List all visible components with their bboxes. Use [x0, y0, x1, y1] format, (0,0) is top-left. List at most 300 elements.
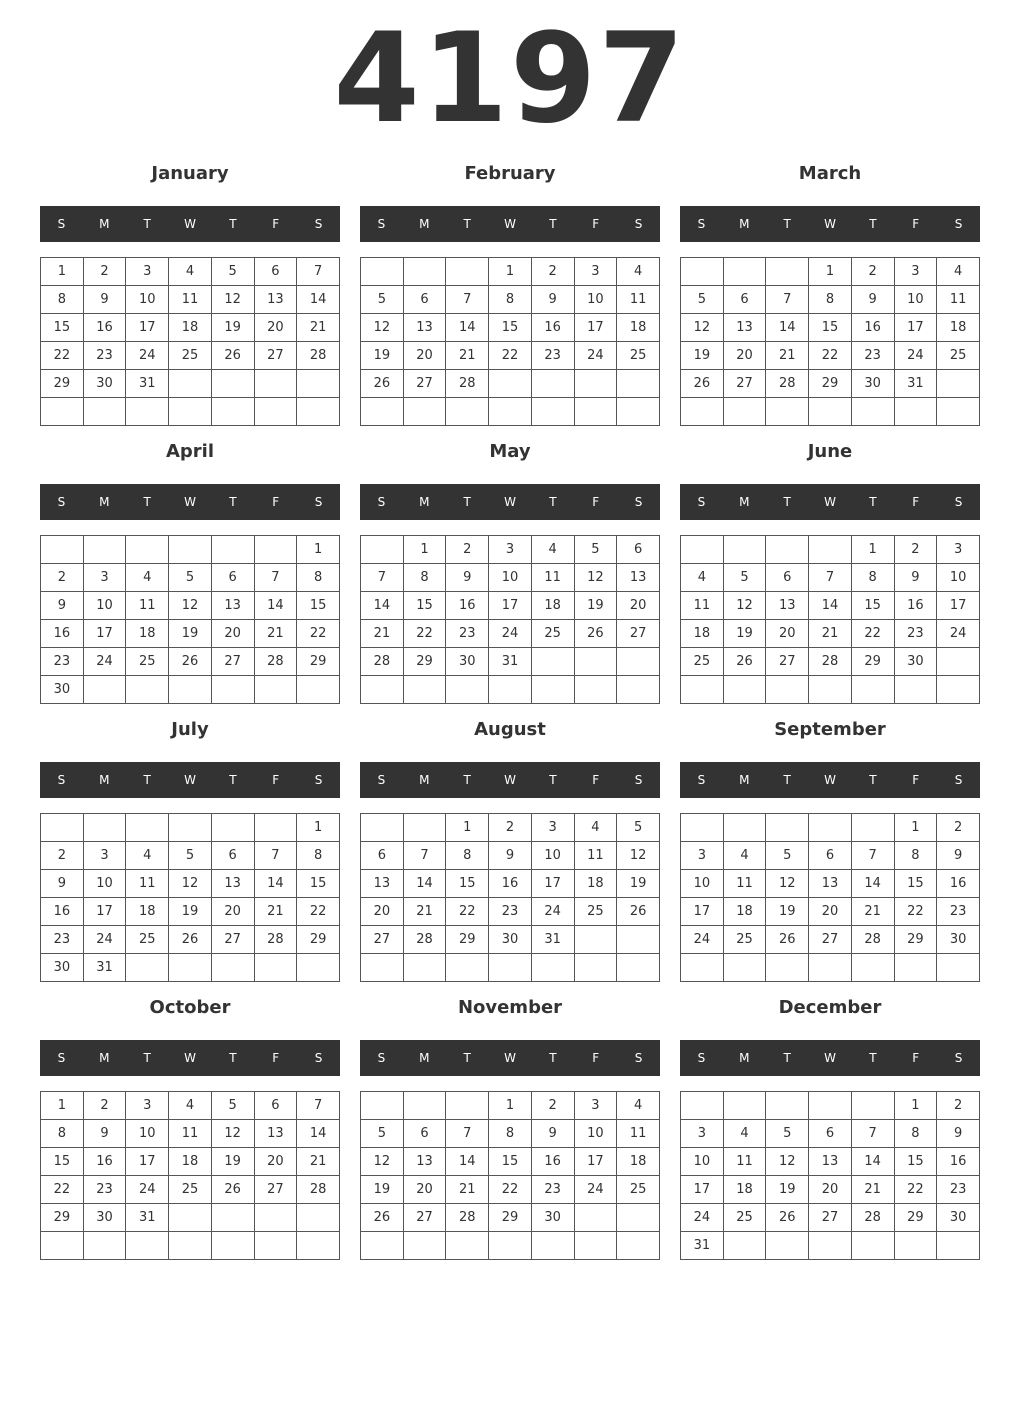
empty-cell	[681, 814, 724, 842]
weekday-label: T	[549, 495, 557, 509]
day-cell: 18	[169, 314, 212, 342]
empty-cell	[446, 398, 489, 426]
day-cell: 7	[446, 286, 489, 314]
empty-cell	[617, 370, 660, 398]
day-cell: 29	[894, 1204, 937, 1232]
day-cell: 24	[681, 926, 724, 954]
day-cell: 7	[766, 286, 809, 314]
weekday-label: S	[377, 495, 386, 509]
day-cell: 13	[809, 1148, 852, 1176]
empty-cell	[126, 536, 169, 564]
day-cell: 8	[41, 286, 84, 314]
day-cell: 23	[531, 342, 574, 370]
day-cell: 25	[574, 898, 617, 926]
day-cell: 3	[937, 536, 980, 564]
day-cell: 23	[41, 926, 84, 954]
day-cell: 15	[41, 1148, 84, 1176]
day-cell: 11	[723, 1148, 766, 1176]
month-name: April	[165, 441, 215, 462]
day-cell: 19	[361, 1176, 404, 1204]
day-cell: 11	[169, 286, 212, 314]
weekday-label: S	[954, 217, 963, 231]
empty-cell	[254, 676, 297, 704]
day-cell: 30	[937, 1204, 980, 1232]
day-cell: 27	[211, 926, 254, 954]
day-cell: 29	[809, 370, 852, 398]
empty-cell	[723, 676, 766, 704]
week-row	[41, 1176, 340, 1204]
empty-cell	[169, 398, 212, 426]
week-row	[681, 564, 980, 592]
empty-cell	[681, 1092, 724, 1120]
day-grid	[680, 535, 980, 704]
day-cell: 6	[809, 842, 852, 870]
weekday-label: W	[824, 217, 836, 231]
day-cell: 1	[41, 1092, 84, 1120]
day-cell: 24	[83, 926, 126, 954]
day-cell: 22	[41, 342, 84, 370]
empty-cell	[531, 954, 574, 982]
day-cell: 15	[297, 870, 340, 898]
day-cell: 26	[211, 1176, 254, 1204]
empty-cell	[681, 954, 724, 982]
day-cell: 6	[809, 1120, 852, 1148]
empty-cell	[723, 258, 766, 286]
empty-cell	[937, 954, 980, 982]
weekday-label: T	[463, 217, 471, 231]
day-cell: 17	[126, 1148, 169, 1176]
day-cell: 21	[361, 620, 404, 648]
empty-cell	[211, 536, 254, 564]
day-cell: 7	[809, 564, 852, 592]
day-cell: 8	[41, 1120, 84, 1148]
weekday-header	[360, 206, 660, 242]
day-cell: 16	[489, 870, 532, 898]
week-row	[681, 536, 980, 564]
empty-cell	[169, 954, 212, 982]
day-cell: 15	[894, 1148, 937, 1176]
empty-cell	[531, 370, 574, 398]
week-row	[681, 926, 980, 954]
weekday-label: M	[419, 217, 430, 231]
empty-cell	[531, 1232, 574, 1260]
weekday-label: T	[143, 495, 151, 509]
empty-cell	[937, 1232, 980, 1260]
day-cell: 23	[851, 342, 894, 370]
day-cell: 5	[361, 1120, 404, 1148]
day-cell: 2	[937, 814, 980, 842]
day-cell: 25	[723, 926, 766, 954]
day-cell: 1	[297, 536, 340, 564]
day-cell: 21	[446, 1176, 489, 1204]
empty-cell	[894, 1232, 937, 1260]
day-grid	[40, 535, 340, 704]
month-name: March	[798, 163, 862, 184]
day-cell: 27	[617, 620, 660, 648]
day-cell: 16	[83, 1148, 126, 1176]
day-cell: 15	[297, 592, 340, 620]
day-cell: 28	[766, 370, 809, 398]
day-cell: 23	[446, 620, 489, 648]
day-cell: 1	[894, 1092, 937, 1120]
day-cell: 20	[723, 342, 766, 370]
empty-cell	[403, 1092, 446, 1120]
day-cell: 4	[617, 1092, 660, 1120]
day-cell: 3	[489, 536, 532, 564]
week-row	[41, 620, 340, 648]
day-cell: 21	[851, 1176, 894, 1204]
week-row	[361, 898, 660, 926]
weekday-label: F	[912, 495, 920, 509]
weekday-label: T	[783, 773, 791, 787]
day-cell: 9	[937, 842, 980, 870]
day-cell: 3	[574, 1092, 617, 1120]
day-cell: 17	[937, 592, 980, 620]
week-row	[41, 870, 340, 898]
empty-cell	[211, 676, 254, 704]
day-cell: 23	[894, 620, 937, 648]
day-cell: 4	[169, 258, 212, 286]
day-grid	[360, 535, 660, 704]
day-cell: 28	[851, 926, 894, 954]
day-cell: 14	[403, 870, 446, 898]
empty-cell	[531, 676, 574, 704]
day-cell: 29	[41, 1204, 84, 1232]
day-cell: 4	[126, 564, 169, 592]
day-cell: 26	[574, 620, 617, 648]
day-cell: 4	[574, 814, 617, 842]
day-cell: 20	[211, 898, 254, 926]
day-grid	[360, 1091, 660, 1260]
empty-cell	[723, 814, 766, 842]
week-row	[681, 1120, 980, 1148]
weekday-header	[40, 484, 340, 520]
day-cell: 18	[723, 1176, 766, 1204]
week-row	[361, 676, 660, 704]
day-cell: 21	[254, 898, 297, 926]
day-cell: 27	[403, 1204, 446, 1232]
month-name: October	[149, 997, 231, 1018]
empty-cell	[617, 648, 660, 676]
empty-cell	[489, 676, 532, 704]
day-cell: 31	[126, 1204, 169, 1232]
day-cell: 13	[254, 286, 297, 314]
day-cell: 11	[169, 1120, 212, 1148]
day-cell: 14	[297, 286, 340, 314]
empty-cell	[254, 1204, 297, 1232]
day-cell: 27	[809, 926, 852, 954]
day-cell: 17	[126, 314, 169, 342]
day-cell: 30	[937, 926, 980, 954]
week-row	[41, 258, 340, 286]
day-cell: 18	[617, 1148, 660, 1176]
weekday-label: T	[549, 1051, 557, 1065]
empty-cell	[766, 258, 809, 286]
day-cell: 23	[83, 342, 126, 370]
day-cell: 7	[297, 1092, 340, 1120]
week-row	[681, 314, 980, 342]
day-cell: 8	[297, 564, 340, 592]
day-cell: 30	[41, 676, 84, 704]
day-cell: 4	[126, 842, 169, 870]
week-row	[681, 870, 980, 898]
day-cell: 18	[937, 314, 980, 342]
day-cell: 2	[489, 814, 532, 842]
day-cell: 10	[83, 592, 126, 620]
empty-cell	[297, 370, 340, 398]
day-cell: 25	[126, 648, 169, 676]
weekday-label: M	[739, 773, 750, 787]
week-row	[361, 814, 660, 842]
empty-cell	[937, 370, 980, 398]
day-cell: 5	[361, 286, 404, 314]
empty-cell	[574, 370, 617, 398]
weekday-label: M	[739, 1051, 750, 1065]
day-cell: 6	[723, 286, 766, 314]
day-cell: 31	[83, 954, 126, 982]
day-cell: 30	[446, 648, 489, 676]
day-cell: 5	[723, 564, 766, 592]
day-cell: 21	[254, 620, 297, 648]
day-cell: 10	[574, 1120, 617, 1148]
day-cell: 29	[446, 926, 489, 954]
month-name: May	[489, 441, 531, 462]
day-cell: 3	[574, 258, 617, 286]
day-cell: 11	[617, 286, 660, 314]
empty-cell	[169, 370, 212, 398]
day-cell: 2	[937, 1092, 980, 1120]
day-cell: 22	[809, 342, 852, 370]
day-cell: 31	[531, 926, 574, 954]
day-cell: 12	[169, 592, 212, 620]
month-name: August	[474, 719, 546, 740]
day-cell: 8	[489, 286, 532, 314]
day-cell: 17	[681, 898, 724, 926]
weekday-label: M	[419, 773, 430, 787]
empty-cell	[723, 954, 766, 982]
day-cell: 15	[489, 1148, 532, 1176]
day-cell: 29	[851, 648, 894, 676]
day-cell: 1	[894, 814, 937, 842]
empty-cell	[809, 676, 852, 704]
day-cell: 7	[254, 564, 297, 592]
empty-cell	[851, 1092, 894, 1120]
empty-cell	[574, 648, 617, 676]
day-cell: 26	[169, 926, 212, 954]
weekday-label: S	[57, 217, 66, 231]
day-cell: 18	[723, 898, 766, 926]
day-cell: 9	[446, 564, 489, 592]
week-row	[681, 676, 980, 704]
day-cell: 19	[169, 898, 212, 926]
day-cell: 27	[254, 342, 297, 370]
day-cell: 15	[489, 314, 532, 342]
weekday-label: T	[869, 773, 877, 787]
empty-cell	[211, 398, 254, 426]
weekday-label: T	[229, 495, 237, 509]
day-cell: 5	[617, 814, 660, 842]
week-row	[361, 536, 660, 564]
empty-cell	[723, 536, 766, 564]
empty-cell	[446, 1092, 489, 1120]
week-row	[41, 564, 340, 592]
day-cell: 4	[681, 564, 724, 592]
week-row	[41, 286, 340, 314]
day-cell: 5	[169, 564, 212, 592]
day-cell: 13	[617, 564, 660, 592]
day-grid	[360, 257, 660, 426]
day-cell: 25	[169, 342, 212, 370]
day-cell: 14	[297, 1120, 340, 1148]
empty-cell	[531, 648, 574, 676]
week-row	[681, 1204, 980, 1232]
day-cell: 25	[681, 648, 724, 676]
day-cell: 5	[211, 258, 254, 286]
week-row	[41, 370, 340, 398]
weekday-label: T	[463, 773, 471, 787]
day-cell: 8	[894, 842, 937, 870]
weekday-label: W	[504, 217, 516, 231]
day-cell: 11	[937, 286, 980, 314]
day-cell: 5	[574, 536, 617, 564]
week-row	[41, 842, 340, 870]
week-row	[41, 342, 340, 370]
day-cell: 30	[489, 926, 532, 954]
weekday-label: M	[99, 1051, 110, 1065]
empty-cell	[361, 814, 404, 842]
day-cell: 15	[446, 870, 489, 898]
weekday-label: W	[184, 773, 196, 787]
day-cell: 29	[403, 648, 446, 676]
weekday-header	[40, 762, 340, 798]
weekday-label: F	[912, 773, 920, 787]
empty-cell	[723, 1232, 766, 1260]
day-cell: 19	[766, 1176, 809, 1204]
day-grid	[680, 813, 980, 982]
day-cell: 24	[531, 898, 574, 926]
day-cell: 28	[297, 342, 340, 370]
empty-cell	[446, 954, 489, 982]
empty-cell	[403, 814, 446, 842]
weekday-label: S	[697, 217, 706, 231]
weekday-label: S	[954, 773, 963, 787]
weekday-label: M	[739, 217, 750, 231]
day-cell: 8	[809, 286, 852, 314]
empty-cell	[766, 1092, 809, 1120]
day-cell: 15	[41, 314, 84, 342]
week-row	[681, 1092, 980, 1120]
day-cell: 1	[446, 814, 489, 842]
day-cell: 10	[681, 1148, 724, 1176]
empty-cell	[809, 536, 852, 564]
day-cell: 10	[937, 564, 980, 592]
empty-cell	[766, 1232, 809, 1260]
week-row	[681, 842, 980, 870]
day-cell: 5	[766, 1120, 809, 1148]
day-cell: 22	[894, 898, 937, 926]
day-cell: 16	[531, 314, 574, 342]
empty-cell	[361, 676, 404, 704]
day-cell: 15	[851, 592, 894, 620]
day-cell: 25	[937, 342, 980, 370]
day-cell: 25	[617, 342, 660, 370]
empty-cell	[723, 1092, 766, 1120]
weekday-label: T	[869, 1051, 877, 1065]
day-cell: 13	[766, 592, 809, 620]
empty-cell	[297, 954, 340, 982]
day-cell: 17	[83, 898, 126, 926]
weekday-label: S	[954, 1051, 963, 1065]
day-cell: 8	[894, 1120, 937, 1148]
week-row	[681, 342, 980, 370]
empty-cell	[41, 1232, 84, 1260]
empty-cell	[254, 1232, 297, 1260]
day-cell: 16	[41, 898, 84, 926]
week-row	[361, 1204, 660, 1232]
weekday-label: W	[504, 495, 516, 509]
day-cell: 12	[681, 314, 724, 342]
day-cell: 14	[254, 870, 297, 898]
day-cell: 27	[254, 1176, 297, 1204]
day-cell: 22	[446, 898, 489, 926]
empty-cell	[446, 1232, 489, 1260]
day-cell: 22	[41, 1176, 84, 1204]
week-row	[681, 898, 980, 926]
day-cell: 12	[766, 1148, 809, 1176]
weekday-label: S	[634, 217, 643, 231]
day-grid	[40, 1091, 340, 1260]
empty-cell	[403, 258, 446, 286]
day-cell: 6	[254, 1092, 297, 1120]
day-cell: 12	[361, 314, 404, 342]
weekday-label: T	[783, 1051, 791, 1065]
day-cell: 14	[809, 592, 852, 620]
empty-cell	[851, 398, 894, 426]
empty-cell	[403, 676, 446, 704]
day-cell: 9	[937, 1120, 980, 1148]
day-cell: 19	[617, 870, 660, 898]
weekday-label: S	[634, 1051, 643, 1065]
weekday-label: F	[272, 217, 280, 231]
empty-cell	[851, 676, 894, 704]
day-grid	[360, 813, 660, 982]
day-cell: 29	[489, 1204, 532, 1232]
day-cell: 2	[83, 258, 126, 286]
empty-cell	[681, 536, 724, 564]
day-cell: 17	[574, 1148, 617, 1176]
weekday-label: T	[463, 1051, 471, 1065]
day-cell: 16	[937, 1148, 980, 1176]
empty-cell	[617, 926, 660, 954]
day-grid	[680, 1091, 980, 1260]
empty-cell	[126, 398, 169, 426]
day-cell: 3	[894, 258, 937, 286]
day-cell: 11	[126, 870, 169, 898]
weekday-header	[360, 484, 660, 520]
day-cell: 20	[403, 342, 446, 370]
week-row	[681, 1232, 980, 1260]
day-cell: 31	[894, 370, 937, 398]
weekday-label: W	[184, 217, 196, 231]
empty-cell	[574, 926, 617, 954]
empty-cell	[574, 398, 617, 426]
day-cell: 23	[937, 1176, 980, 1204]
day-cell: 17	[489, 592, 532, 620]
weekday-label: F	[592, 773, 600, 787]
day-cell: 18	[574, 870, 617, 898]
day-cell: 11	[723, 870, 766, 898]
weekday-label: T	[869, 217, 877, 231]
